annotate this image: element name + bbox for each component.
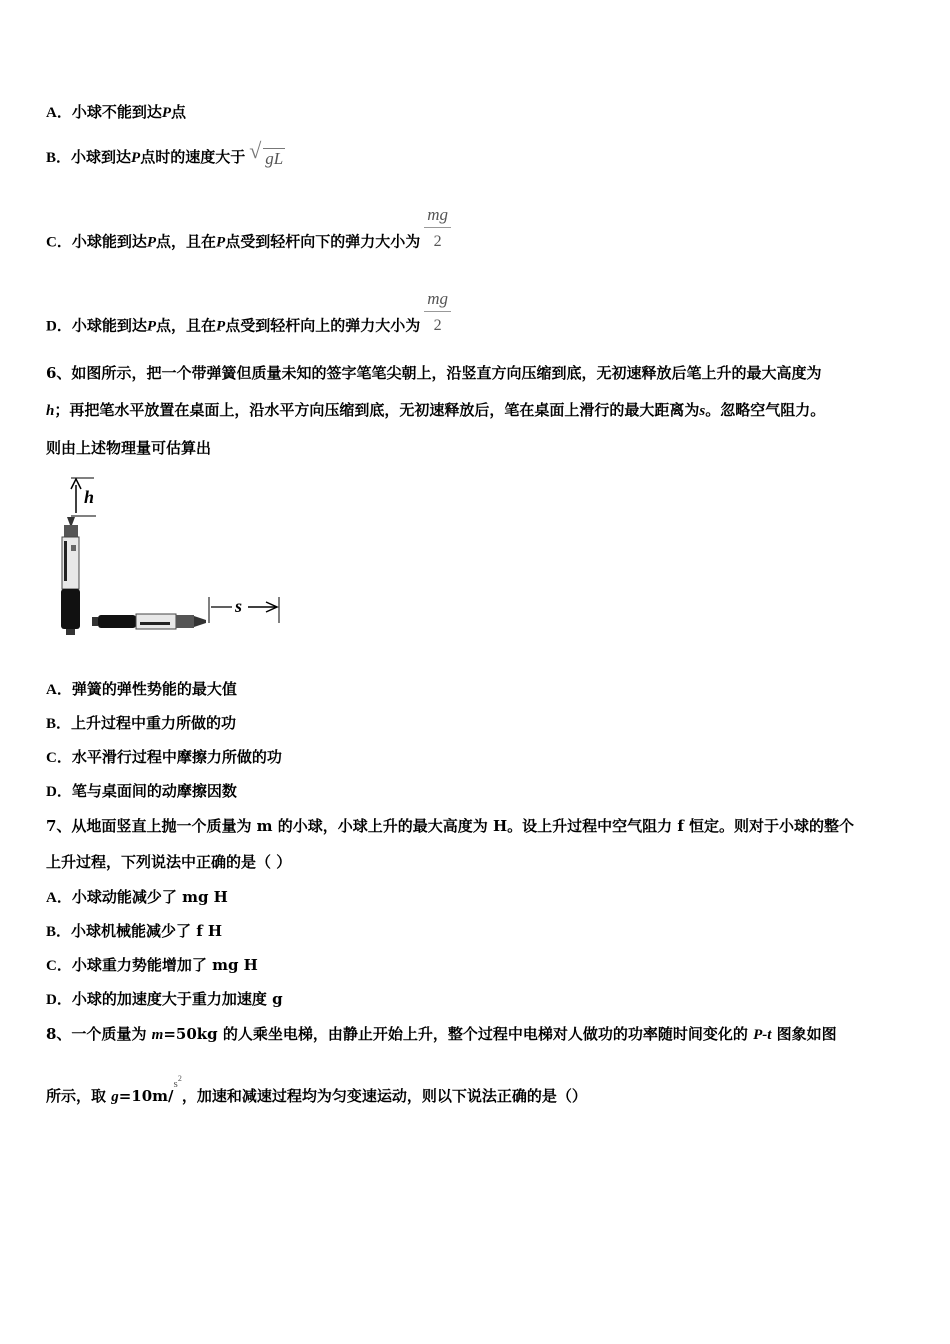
q5-option-b bbox=[46, 138, 285, 170]
option-key: C． bbox=[46, 958, 72, 974]
variable-pt: P-t bbox=[753, 1027, 772, 1043]
option-text: 上升过程中重力所做的功 bbox=[71, 714, 237, 732]
fraction-denominator: 2 bbox=[433, 233, 442, 250]
variable-s: s bbox=[699, 403, 706, 419]
stem-text: 。忽略空气阻力。 bbox=[705, 401, 826, 419]
option-text: 小球能到达 bbox=[71, 316, 147, 335]
option-key: A． bbox=[46, 890, 72, 906]
option-text: 点受到轻杆向上的弹力大小为 bbox=[225, 316, 421, 335]
q7-option-d bbox=[46, 989, 283, 1010]
s-label: s bbox=[235, 596, 243, 616]
fraction-numerator: mg bbox=[424, 289, 451, 312]
q6-stem-line-2 bbox=[46, 400, 825, 421]
q7-option-a bbox=[46, 887, 228, 908]
q8-stem-line-2 bbox=[46, 1074, 587, 1109]
pen-figure bbox=[54, 475, 294, 640]
option-key: C． bbox=[46, 234, 72, 251]
option-text: 点，且在 bbox=[156, 316, 217, 335]
point-symbol: P bbox=[161, 105, 172, 121]
option-text: 弹簧的弹性势能的最大值 bbox=[71, 680, 237, 698]
option-key: B． bbox=[46, 716, 72, 732]
stem-text: =50kg 的人乘坐电梯，由静止开始上升，整个过程中电梯对人做功的功率随时间变化的 bbox=[163, 1025, 754, 1043]
point-symbol: P bbox=[146, 234, 157, 251]
option-key: D． bbox=[46, 318, 72, 335]
q6-option-c bbox=[46, 747, 282, 768]
option-text: 小球的加速度大于重力加速度 g bbox=[71, 990, 283, 1008]
option-text: 小球到达 bbox=[71, 148, 132, 166]
q6-stem-line-1: 6、如图所示，把一个带弹簧但质量未知的签字笔笔尖朝上，沿竖直方向压缩到底，无初速释放后笔上升的最大高度为 bbox=[46, 364, 822, 382]
vertical-pen-icon bbox=[61, 517, 80, 635]
option-text: 小球不能到达 bbox=[71, 103, 162, 121]
fraction-denominator: 2 bbox=[433, 317, 442, 334]
option-text: 点，且在 bbox=[156, 232, 217, 251]
stem-text: 所示，取 bbox=[46, 1087, 112, 1105]
q5-option-c bbox=[46, 205, 451, 266]
point-symbol: P bbox=[131, 150, 141, 166]
q6-option-b bbox=[46, 713, 236, 734]
q8-stem-line-1 bbox=[46, 1024, 837, 1045]
stem-text: 图象如图 bbox=[771, 1025, 837, 1043]
q7-stem-line-2: 上升过程，下列说法中正确的是（ ） bbox=[46, 853, 292, 871]
point-symbol: P bbox=[146, 318, 157, 335]
option-text: 点时的速度大于 bbox=[140, 148, 246, 166]
fraction bbox=[424, 289, 451, 336]
variable-m: m bbox=[151, 1027, 164, 1043]
option-text: 点受到轻杆向下的弹力大小为 bbox=[225, 232, 421, 251]
option-key: D． bbox=[46, 992, 72, 1008]
option-text: 点 bbox=[171, 103, 187, 121]
option-key: C． bbox=[46, 750, 72, 766]
option-text: 小球机械能减少了 f H bbox=[71, 922, 223, 940]
h-label: h bbox=[84, 487, 95, 507]
option-text: 水平滑行过程中摩擦力所做的功 bbox=[71, 748, 282, 766]
option-text: 小球能到达 bbox=[71, 232, 147, 251]
option-key: D． bbox=[46, 784, 72, 800]
horizontal-pen-icon bbox=[92, 614, 206, 629]
option-text: 笔与桌面间的动摩擦因数 bbox=[71, 782, 237, 800]
q6-stem-line-3: 则由上述物理量可估算出 bbox=[46, 439, 212, 457]
option-text: 小球动能减少了 mg H bbox=[71, 888, 228, 906]
q6-option-a bbox=[46, 679, 237, 700]
option-key: B． bbox=[46, 150, 72, 166]
q6-option-d bbox=[46, 781, 237, 802]
fraction-numerator: mg bbox=[424, 205, 451, 228]
stem-text: ；再把笔水平放置在桌面上，沿水平方向压缩到底，无初速释放后，笔在桌面上滑行的最大距离为 bbox=[54, 401, 700, 419]
option-key: A． bbox=[46, 682, 72, 698]
stem-text: =10m/ bbox=[118, 1087, 174, 1105]
point-symbol: P bbox=[216, 234, 226, 251]
stem-text: 8、一个质量为 bbox=[46, 1025, 152, 1043]
unit-s: s bbox=[173, 1078, 178, 1090]
exponent: 2 bbox=[177, 1074, 182, 1083]
q5-option-a bbox=[46, 102, 186, 123]
q5-option-d bbox=[46, 289, 451, 350]
sqrt-expression: √ gL bbox=[249, 138, 284, 168]
option-text: 小球重力势能增加了 mg H bbox=[71, 956, 258, 974]
point-symbol: P bbox=[216, 318, 226, 335]
q7-option-c bbox=[46, 955, 258, 976]
option-key: A． bbox=[46, 105, 72, 121]
option-key: B． bbox=[46, 924, 72, 940]
q7-option-b bbox=[46, 921, 222, 942]
q7-stem-line-1: 7、从地面竖直上抛一个质量为 m 的小球，小球上升的最大高度为 H。设上升过程中空气阻力 f 恒定。则对于小球的整个 bbox=[46, 817, 855, 835]
variable-g: g bbox=[111, 1089, 119, 1105]
variable-h: h bbox=[46, 403, 55, 419]
stem-text: ，加速和减速过程均为匀变速运动，则以下说法正确的是（） bbox=[181, 1087, 587, 1105]
sqrt-body: gL bbox=[265, 149, 284, 168]
unit-s-squared bbox=[173, 1074, 182, 1090]
fraction bbox=[424, 205, 451, 252]
